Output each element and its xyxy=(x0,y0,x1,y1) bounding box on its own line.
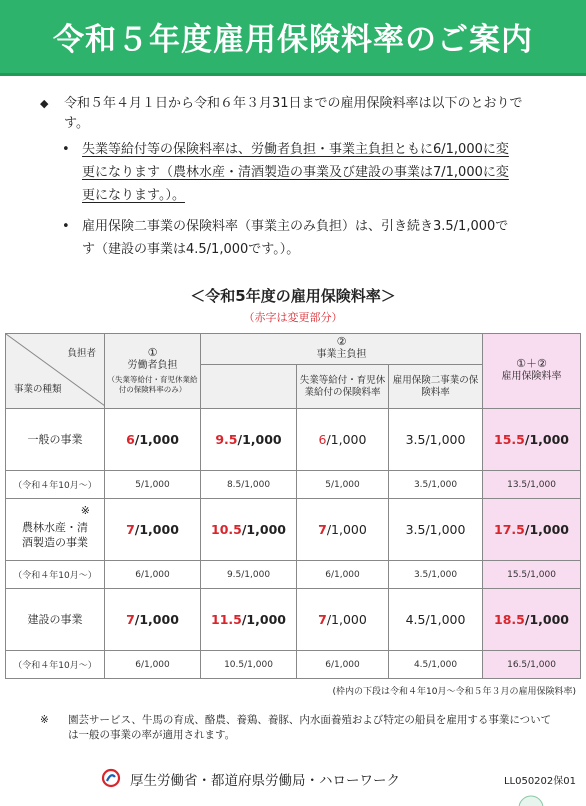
bullet-dot-icon: • xyxy=(62,142,70,157)
total-rate-cell xyxy=(483,499,581,561)
table-note: （赤字は変更部分） xyxy=(243,311,343,324)
bullet-dot-icon: • xyxy=(62,219,70,234)
value-rest: /1,000 xyxy=(134,522,179,537)
previous-employer-rate: 9.5/1,000 xyxy=(201,561,297,589)
table-title: ＜令和5年度の雇用保険料率＞ xyxy=(190,287,396,305)
total-header-label: 雇用保険料率 xyxy=(501,371,562,382)
value-rest: /1,000 xyxy=(241,612,286,627)
value-rest: /1,000 xyxy=(524,432,569,447)
previous-employer-unemployment-rate: 6/1,000 xyxy=(297,651,389,679)
employer-two-programs-header: 雇用保険二事業の保険料率 xyxy=(389,365,483,409)
employer-two-programs-rate-cell: 4.5/1,000 xyxy=(389,589,483,651)
employer-rate-cell xyxy=(201,589,297,651)
employer-unemployment-header: 失業等給付・育児休業給付の保険料率 xyxy=(297,365,389,409)
changed-value: 6 xyxy=(318,432,327,447)
employer-unemployment-rate-cell xyxy=(297,409,389,471)
employer-header-label: 事業主負担 xyxy=(316,349,367,360)
bullet-item xyxy=(62,138,517,207)
changed-value: 6 xyxy=(126,432,135,447)
title-banner xyxy=(0,0,586,76)
changed-value: 18.5 xyxy=(494,612,525,627)
table-row xyxy=(6,499,581,561)
table-corner-header xyxy=(6,334,105,409)
table-footnote: (枠内の下段は令和４年10月～令和５年３月の雇用保険料率) xyxy=(332,687,576,697)
worker-rate-cell xyxy=(105,499,201,561)
business-type-cell xyxy=(6,409,105,471)
worker-header xyxy=(105,334,201,409)
total-rate-cell xyxy=(483,589,581,651)
employer-subtotal-header xyxy=(201,365,297,409)
previous-employer-rate: 8.5/1,000 xyxy=(201,471,297,499)
value-rest: /1,000 xyxy=(326,522,367,537)
business-type-label: 農林水産・清酒製造の事業 xyxy=(22,520,88,549)
previous-worker-rate: 5/1,000 xyxy=(105,471,201,499)
total-header xyxy=(483,334,581,409)
employer-header-num: ② xyxy=(336,335,347,348)
decorative-circle-icon xyxy=(518,795,544,806)
table-row-previous xyxy=(6,651,581,679)
changed-value: 17.5 xyxy=(494,522,525,537)
business-type-label: 建設の事業 xyxy=(27,613,83,626)
worker-rate-cell xyxy=(105,589,201,651)
previous-employer-two-programs-rate: 3.5/1,000 xyxy=(389,471,483,499)
previous-total-rate: 15.5/1,000 xyxy=(483,561,581,589)
employer-unemployment-rate-cell xyxy=(297,499,389,561)
business-type-cell xyxy=(6,589,105,651)
bullet-item xyxy=(62,215,517,261)
previous-period-label: （令和４年10月～） xyxy=(6,651,105,679)
value-rest: /1,000 xyxy=(524,612,569,627)
asterisk-note xyxy=(40,713,560,743)
previous-period-label: （令和４年10月～） xyxy=(6,561,105,589)
previous-worker-rate: 6/1,000 xyxy=(105,651,201,679)
changed-value: 7 xyxy=(318,522,327,537)
changed-value: 10.5 xyxy=(211,522,242,537)
intro-paragraph xyxy=(40,94,540,134)
asterisk-mark: ※ xyxy=(80,504,90,517)
previous-employer-two-programs-rate: 4.5/1,000 xyxy=(389,651,483,679)
changed-value: 15.5 xyxy=(494,432,525,447)
table-row xyxy=(6,589,581,651)
changed-value: 11.5 xyxy=(211,612,242,627)
worker-rate-cell xyxy=(105,409,201,471)
value-rest: /1,000 xyxy=(134,612,179,627)
value-rest: /1,000 xyxy=(241,522,286,537)
table-row xyxy=(6,409,581,471)
footer-organizations: 厚生労働省・都道府県労働局・ハローワーク xyxy=(130,773,400,789)
table-row-previous xyxy=(6,561,581,589)
changed-value: 9.5 xyxy=(215,432,238,447)
asterisk-note-text: 園芸サービス、牛馬の育成、酪農、養鶏、養豚、内水面養殖および特定の船員を雇用する事業については一般の事業の率が適用されます。 xyxy=(68,714,552,741)
page-title: 令和５年度雇用保険料率のご案内 xyxy=(53,22,533,58)
business-type-cell xyxy=(6,499,105,561)
table-row-previous xyxy=(6,471,581,499)
previous-employer-two-programs-rate: 3.5/1,000 xyxy=(389,561,483,589)
total-header-num: ①＋② xyxy=(516,357,547,370)
employer-rate-cell xyxy=(201,409,297,471)
bullet-text: 失業等給付等の保険料率は、労働者負担・事業主負担ともに6/1,000に変更になります（農林水産・清酒製造の事業及び建設の事業は7/1,000に変更になります。）。 xyxy=(82,142,509,203)
corner-business-type-label: 事業の種類 xyxy=(14,384,62,395)
previous-employer-unemployment-rate: 6/1,000 xyxy=(297,561,389,589)
corner-payer-label: 負担者 xyxy=(67,348,96,359)
rates-table xyxy=(5,333,581,679)
business-type-label: 一般の事業 xyxy=(27,433,83,446)
worker-header-num: ① xyxy=(147,346,158,359)
total-rate-cell xyxy=(483,409,581,471)
bullet-text: 雇用保険二事業の保険料率（事業主のみ負担）は、引き続き3.5/1,000です（建設の事業は4.5/1,000です。）。 xyxy=(82,219,509,257)
employer-two-programs-rate-cell: 3.5/1,000 xyxy=(389,409,483,471)
previous-total-rate: 13.5/1,000 xyxy=(483,471,581,499)
previous-employer-unemployment-rate: 5/1,000 xyxy=(297,471,389,499)
changed-value: 7 xyxy=(126,612,135,627)
previous-worker-rate: 6/1,000 xyxy=(105,561,201,589)
employer-two-programs-rate-cell: 3.5/1,000 xyxy=(389,499,483,561)
asterisk-note-mark: ※ xyxy=(40,714,49,726)
value-rest: /1,000 xyxy=(134,432,179,447)
previous-employer-rate: 10.5/1,000 xyxy=(201,651,297,679)
mhlw-logo-icon xyxy=(101,768,121,788)
value-rest: /1,000 xyxy=(326,432,367,447)
value-rest: /1,000 xyxy=(524,522,569,537)
worker-header-sub: （失業等給付・育児休業給付の保険料率のみ） xyxy=(107,375,198,394)
diamond-bullet-icon: ◆ xyxy=(40,97,49,110)
previous-period-label: （令和４年10月～） xyxy=(6,471,105,499)
employer-rate-cell xyxy=(201,499,297,561)
intro-text: 令和５年４月１日から令和６年３月31日までの雇用保険料率は以下のとおりです。 xyxy=(64,96,523,131)
document-code: LL050202保01 xyxy=(503,776,576,787)
changed-value: 7 xyxy=(126,522,135,537)
worker-header-label: 労働者負担 xyxy=(127,360,178,371)
changed-value: 7 xyxy=(318,612,327,627)
previous-total-rate: 16.5/1,000 xyxy=(483,651,581,679)
employer-header xyxy=(201,334,483,365)
value-rest: /1,000 xyxy=(237,432,282,447)
value-rest: /1,000 xyxy=(326,612,367,627)
employer-unemployment-rate-cell xyxy=(297,589,389,651)
